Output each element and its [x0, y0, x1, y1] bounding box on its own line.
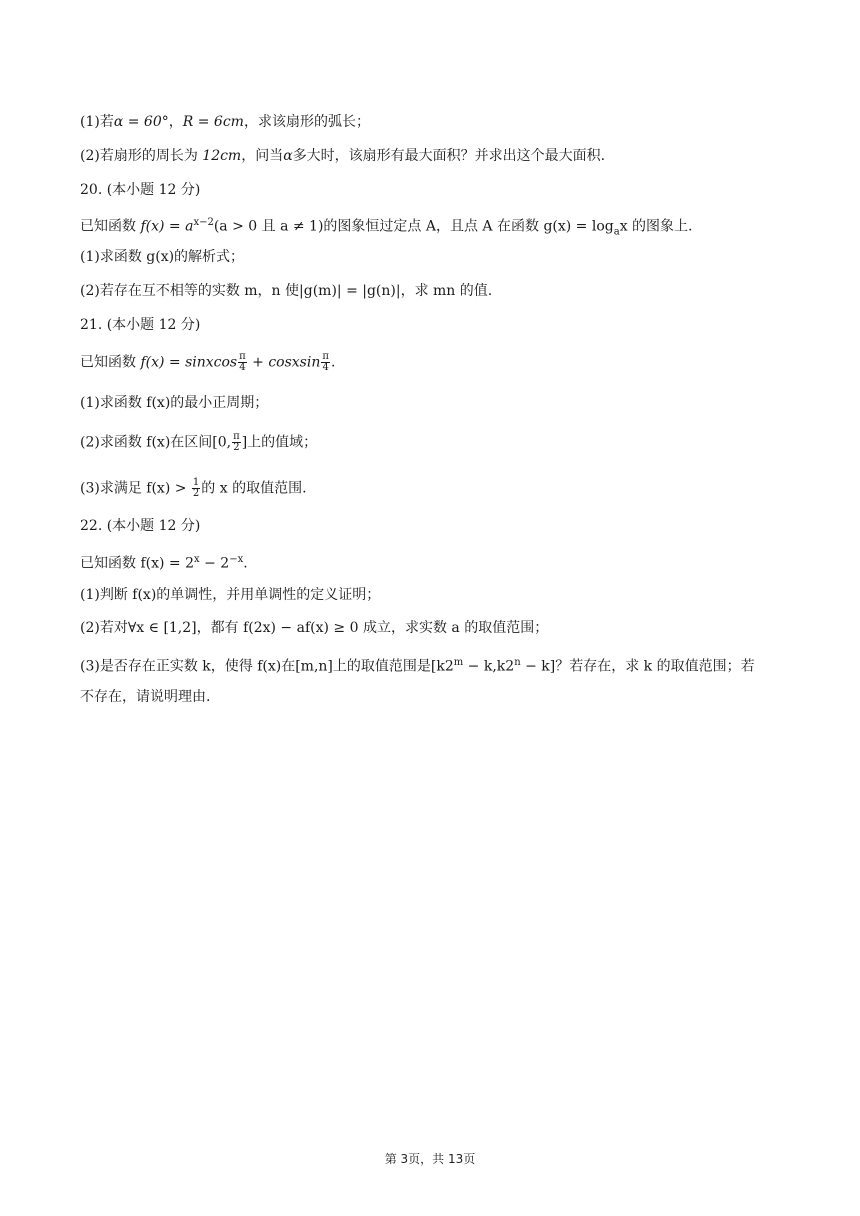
q20-part1: (1)求函数 g(x)的解析式；	[80, 249, 245, 265]
q21-heading: 21. (本小题 12 分)	[80, 317, 201, 333]
q22-part3: (3)是否存在正实数 k，使得 f(x)在[m,n]上的取值范围是$[k2^m - k,k2^n - k]$？若存在，求 k 的取值范围；若	[80, 657, 755, 675]
fraction: $\frac{1}{2}$	[192, 477, 200, 499]
q22-part2: (2)若对∀x ∈ [1,2]，都有 f(2x) − af(x) ≥ 0 成立，求实数 a 的取值范围；	[80, 620, 549, 636]
q20-stem: 已知函数 $f(x) = a^{x-2}(a > 0$ 且 a ≠ 1)的图象恒过定点 A，且点 A 在函数 $g(x) = \log_ax$ 的图象上.	[80, 217, 693, 238]
q20-part2: (2)若存在互不相等的实数 m，n 使|g(m)| = |g(n)|，求 mn 的值.	[80, 283, 493, 299]
q19-part1: (1)若α = 60°，R = 6cm，求该扇形的弧长；	[80, 114, 370, 130]
q22-part1: (1)判断 f(x)的单调性，并用单调性的定义证明；	[80, 587, 381, 603]
q19-part2: (2)若扇形的周长为 12cm，问当α多大时，该扇形有最大面积？并求出这个最大面积.	[80, 148, 606, 164]
page-footer: 第 3页，共 13页	[384, 1152, 476, 1166]
fraction: $\frac{\pi}{4}$	[239, 351, 246, 373]
q21-part3: (3)求满足 f(x) > $\frac{1}{2}$ 的 x 的取值范围.	[80, 477, 307, 499]
q20-heading: 20. (本小题 12 分)	[80, 182, 201, 198]
q22-stem: 已知函数 $f(x) = 2^x - 2^{-x}$.	[80, 554, 248, 572]
q22-heading: 22. (本小题 12 分)	[80, 518, 201, 534]
fraction: $\frac{\pi}{4}$	[322, 351, 329, 373]
q21-stem: 已知函数 f(x) = sinxcos $\frac{\pi}{4}$ + cosxsin $\frac{\pi}{4}$ .	[80, 351, 336, 373]
q21-part1: (1)求函数 f(x)的最小正周期；	[80, 395, 269, 411]
q22-part3-continued: 不存在，请说明理由.	[80, 689, 211, 705]
q21-part2: (2)求函数 f(x)在区间[0, $\frac{\pi}{2}$ ]上的值域；	[80, 431, 318, 453]
fraction: $\frac{\pi}{2}$	[233, 431, 240, 453]
